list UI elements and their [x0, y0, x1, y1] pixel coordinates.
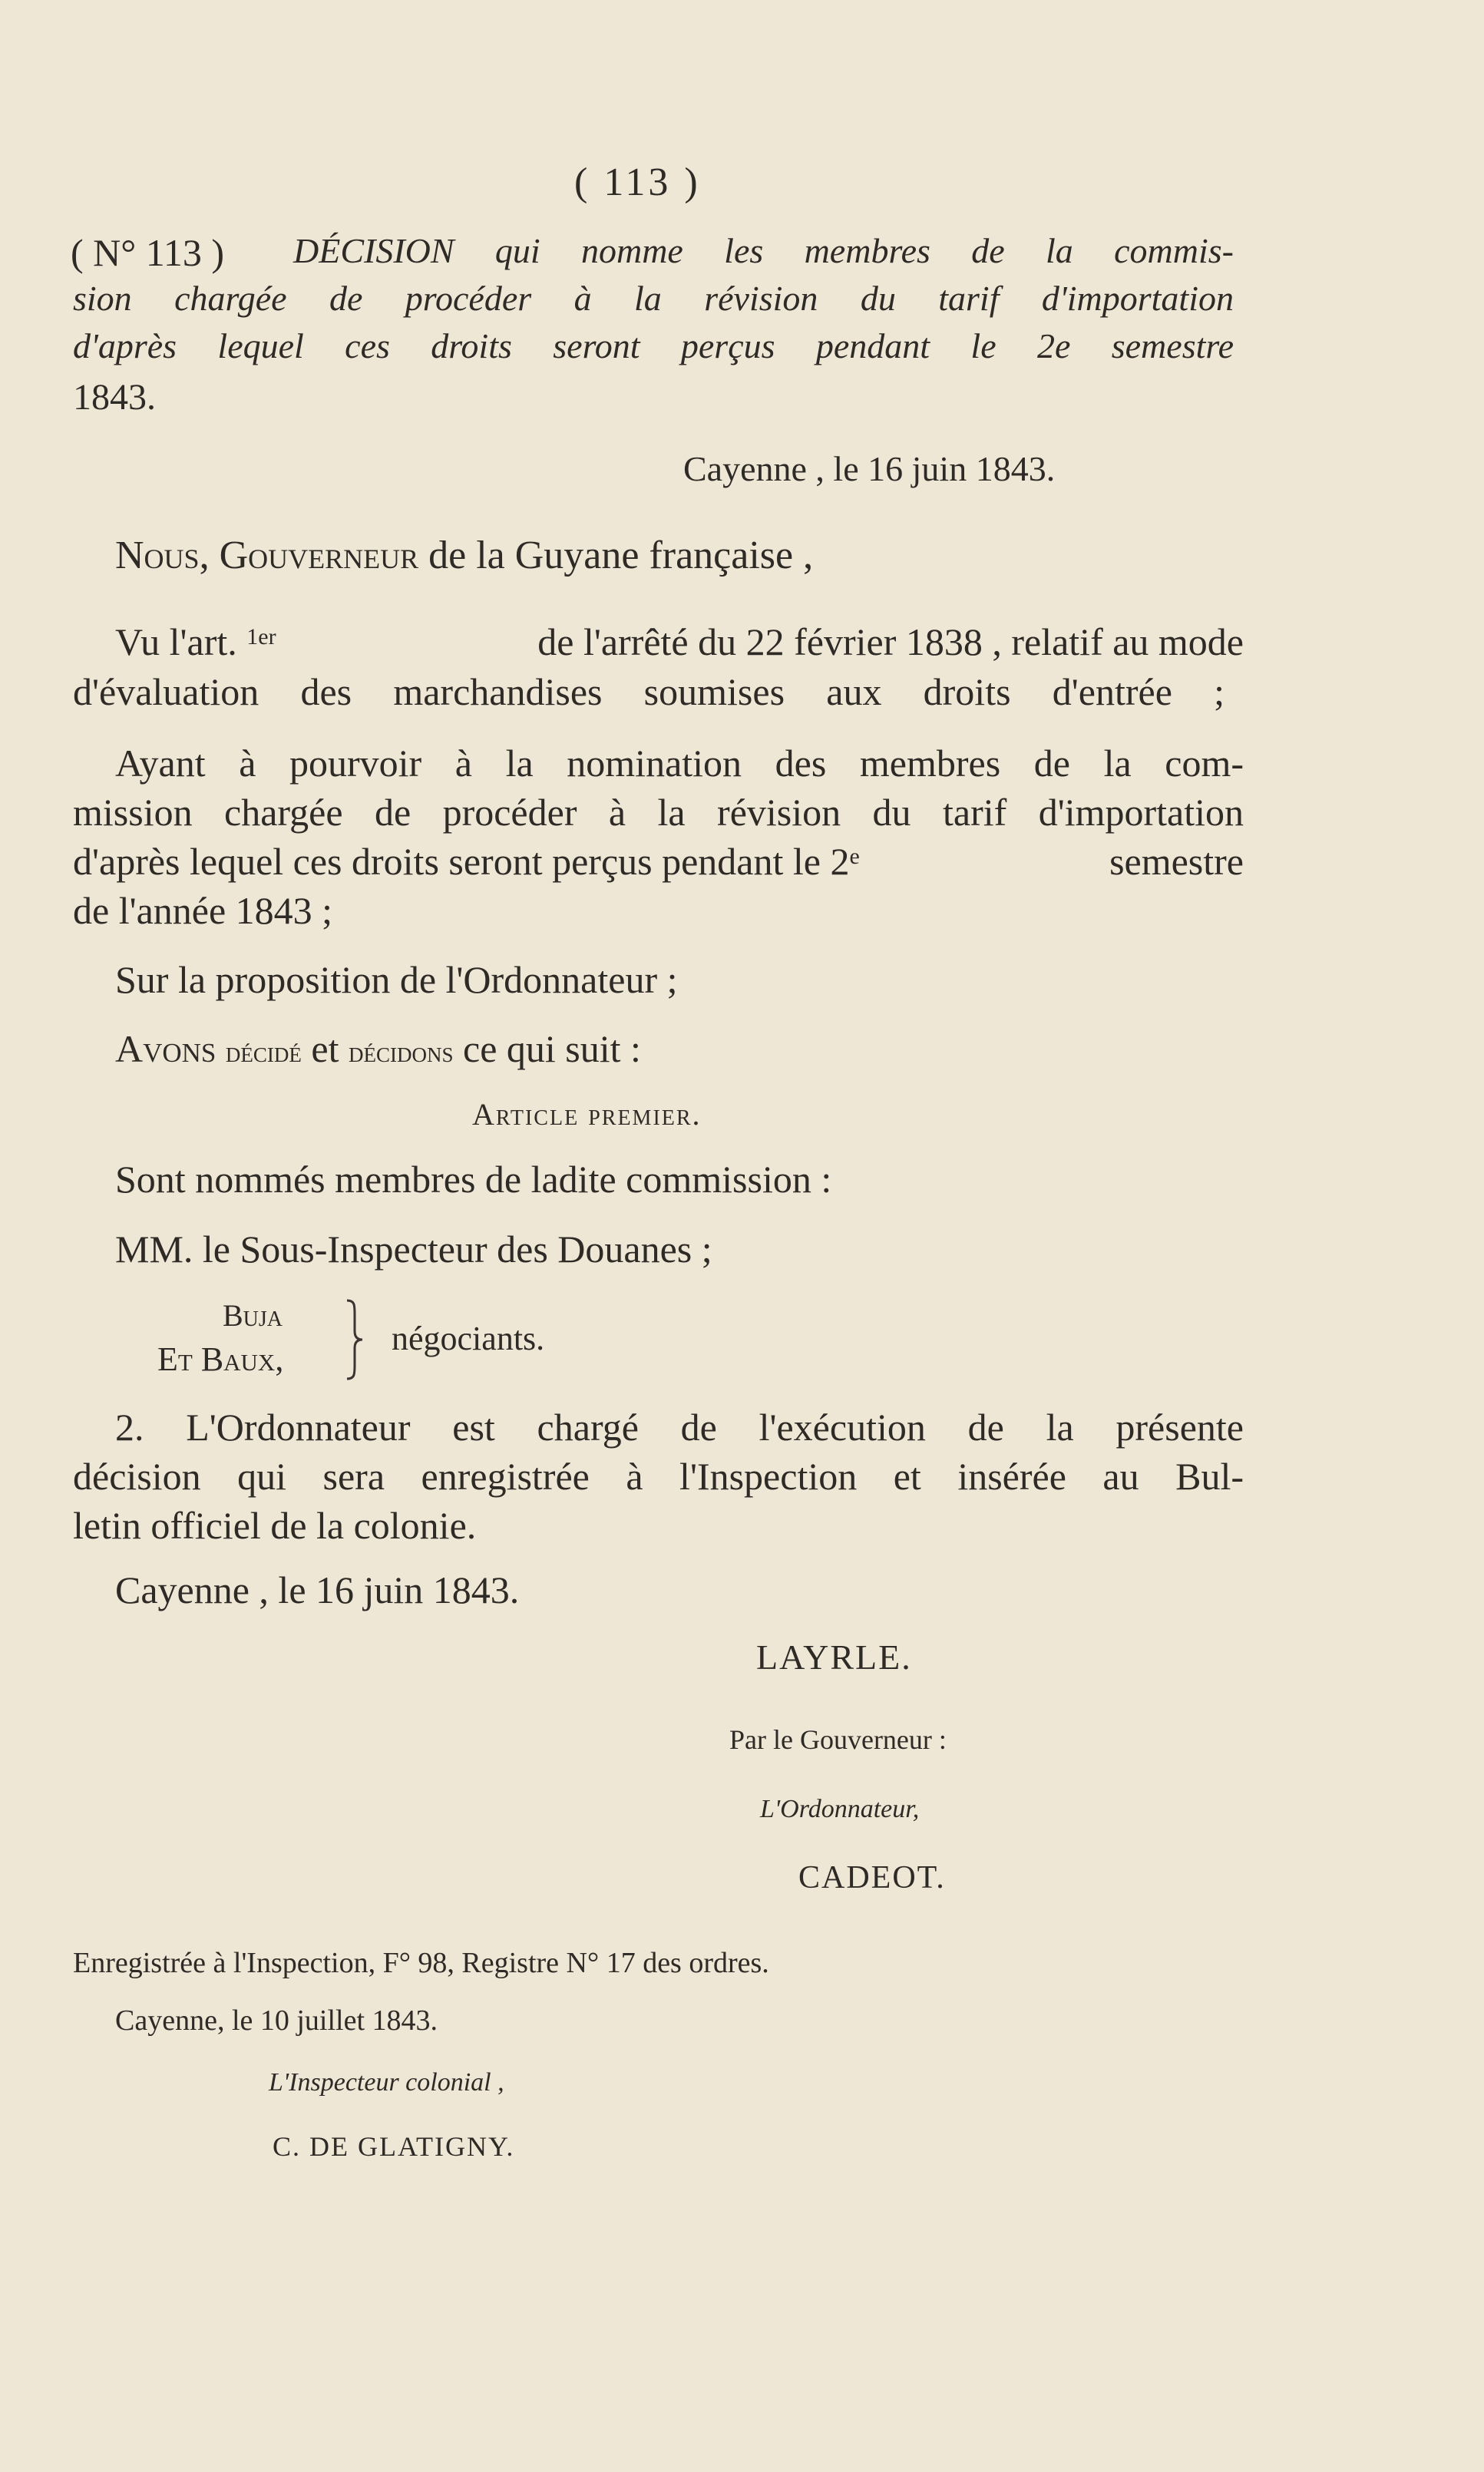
member-baux-text: Et Baux,: [157, 1340, 284, 1378]
preamble-gouverneur: Gouverneur: [219, 534, 419, 577]
members-role: négociants.: [392, 1320, 545, 1357]
decide-word: décidé: [225, 1036, 302, 1069]
heading-line-2: sion chargée de procéder à la révision du tarif d'importation: [73, 279, 1234, 318]
signature-inspector: C. DE GLATIGNY.: [273, 2131, 515, 2162]
avons-word: Avons: [115, 1027, 216, 1070]
ayant-line-3: [73, 838, 1244, 885]
sur-line: Sur la proposition de l'Ordonnateur ;: [115, 958, 678, 1001]
decidons-word: décidons: [348, 1036, 454, 1069]
ayant-line-4: de l'année 1843 ;: [73, 889, 333, 932]
registration-line: Enregistrée à l'Inspection, F° 98, Registre N° 17 des ordres.: [73, 1947, 769, 1979]
vu-sup: 1er: [246, 624, 276, 649]
avons-rest: ce qui suit :: [463, 1027, 641, 1070]
mm-line: MM. le Sous-Inspecteur des Douanes ;: [115, 1228, 712, 1271]
ordonnateur-title: L'Ordonnateur,: [760, 1795, 920, 1823]
vu-art: Vu l'art. $^{1er}$: [115, 620, 276, 663]
et-word: et: [311, 1027, 339, 1070]
ayant-line-3b: semestre: [1109, 840, 1244, 883]
heading-line-1: DÉCISION qui nomme les membres de la commis-: [293, 231, 1234, 270]
date-line: Cayenne , le 16 juin 1843.: [683, 449, 1056, 488]
ayant-line-3a: d'après lequel ces droits seront perçus pendant le 2e: [73, 840, 860, 883]
heading-line-3: d'après lequel ces droits seront perçus pendant le 2e semestre: [73, 326, 1234, 365]
brace-icon: [344, 1297, 367, 1382]
signature-ordonnateur: CADEOT.: [798, 1860, 946, 1895]
closing-date: Cayenne , le 16 juin 1843.: [115, 1568, 520, 1611]
ayant-line-1: Ayant à pourvoir à la nomination des membres de la com-: [115, 742, 1244, 785]
member-buja: Buja: [223, 1298, 283, 1333]
registration-date: Cayenne, le 10 juillet 1843.: [115, 2004, 438, 2037]
avons-line: [115, 1025, 641, 1076]
art2-line-1: 2. L'Ordonnateur est chargé de l'exécution de la présente: [115, 1406, 1244, 1449]
decision-number: ( N° 113 ): [71, 231, 225, 274]
preamble-nous: Nous,: [115, 534, 210, 577]
vu-line-2: d'évaluation des marchandises soumises aux droits d'entrée ;: [73, 670, 1225, 713]
preamble-rest: de la Guyane française ,: [428, 534, 814, 577]
par-le-gouverneur: Par le Gouverneur :: [729, 1724, 947, 1755]
page-number: ( 113 ): [574, 160, 701, 204]
vu-rest: de l'arrêté du 22 février 1838 , relatif au mode: [537, 620, 1244, 663]
article-title: Article premier.: [472, 1097, 702, 1132]
preamble: [115, 533, 813, 578]
heading-line-4: 1843.: [73, 377, 156, 418]
art2-line-3: letin officiel de la colonie.: [73, 1504, 477, 1547]
ayant-line-2: mission chargée de procéder à la révision du tarif d'importation: [73, 791, 1244, 834]
inspector-title: L'Inspecteur colonial ,: [269, 2068, 504, 2097]
sont-line: Sont nommés membres de ladite commission :: [115, 1158, 832, 1201]
signature-governor: LAYRLE.: [756, 1638, 912, 1677]
member-baux: [157, 1340, 283, 1379]
art2-line-2: décision qui sera enregistrée à l'Inspection et insérée au Bul-: [73, 1455, 1244, 1498]
vu-line-1: [115, 618, 1244, 666]
